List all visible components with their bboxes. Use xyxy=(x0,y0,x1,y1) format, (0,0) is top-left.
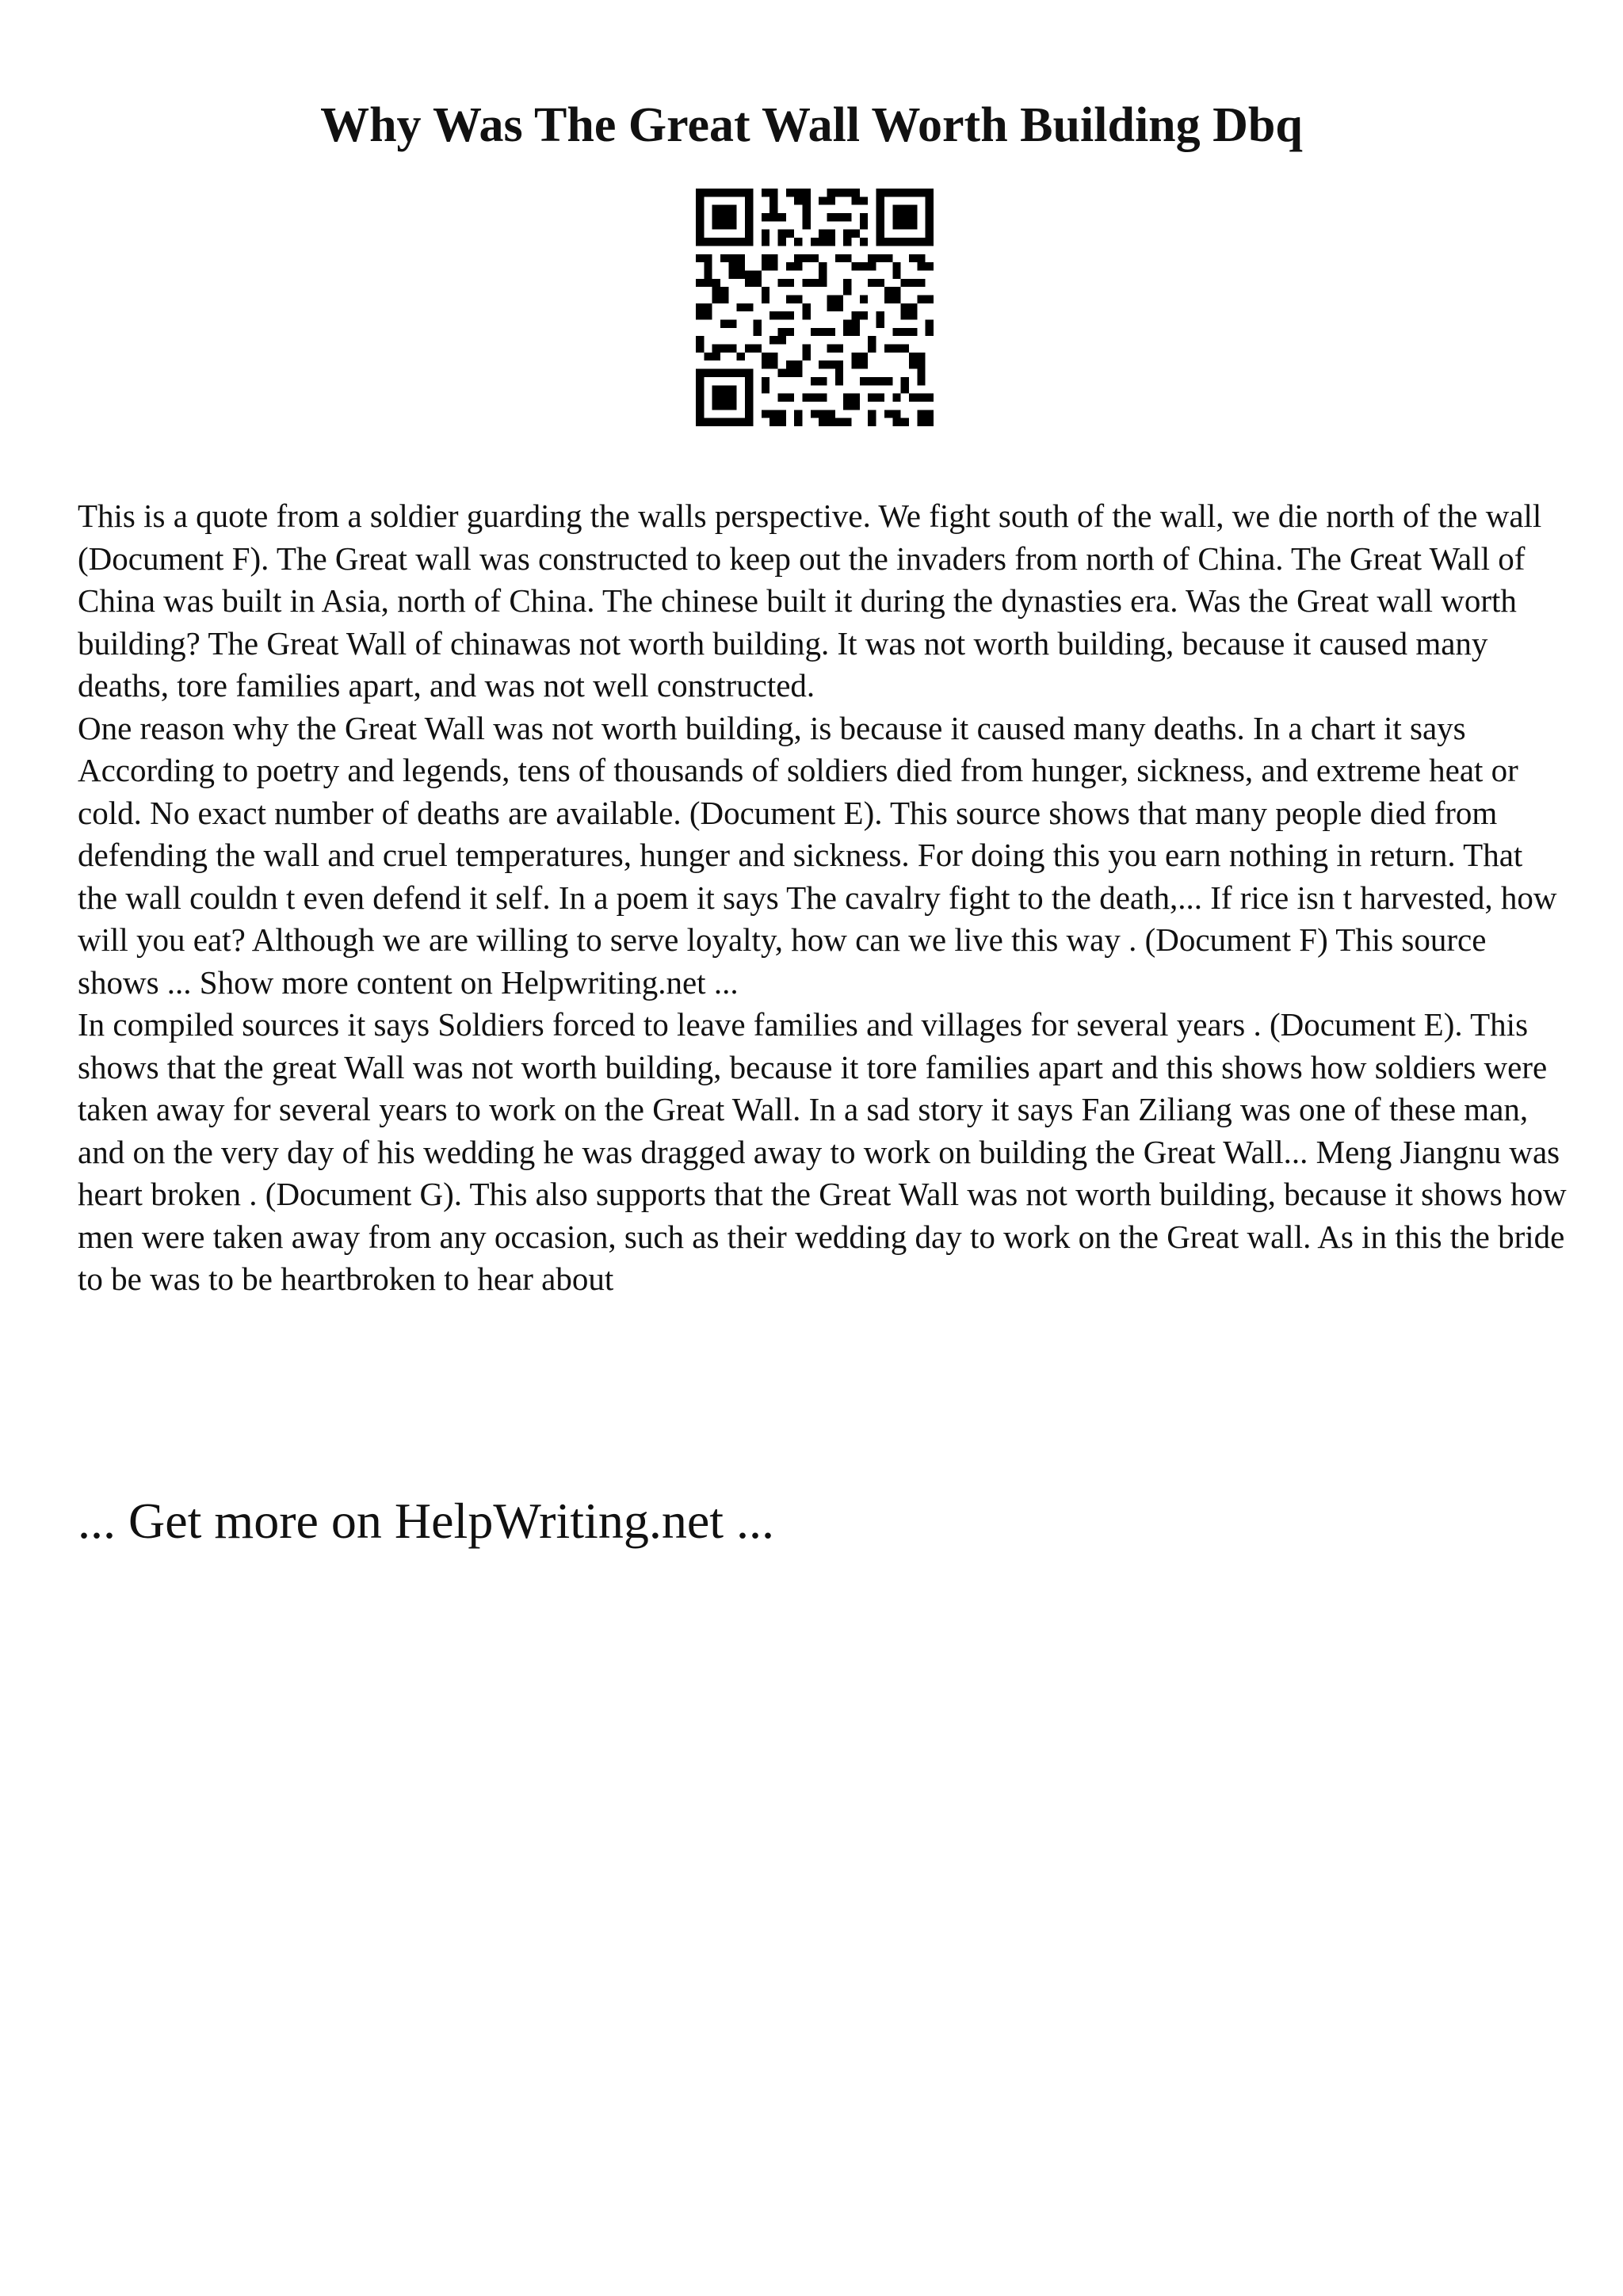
qr-code-icon[interactable] xyxy=(696,189,934,426)
essay-body xyxy=(78,495,1568,1301)
paragraph-3: In compiled sources it says Soldiers forced to leave families and villages for several years . (Document E). This shows that the great Wall was not worth building, because it tore families apart and this shows how soldiers were taken away for several years to work on the Great Wall. In a sad story it says Fan Ziliang was one of these man, and on the very day of his wedding he was dragged away to work on building the Great Wall... Meng Jiangnu was heart broken . (Document G). This also supports that the Great Wall was not worth building, because it shows how men were taken away from any occasion, such as their wedding day to work on the Great wall. As in this the bride to be was to be heartbroken to hear about xyxy=(78,1006,1567,1297)
paragraph-1: This is a quote from a soldier guarding the walls perspective. We fight south of the wall, we die north of the wall (Document F). The Great wall was constructed to keep out the invaders from north of China. The Great Wall of China was built in Asia, north of China. The chinese built it during the dynasties era. Was the Great wall worth building? The Great Wall of chinawas not worth building. It was not worth building, because it caused many deaths, tore families apart, and was not well constructed. xyxy=(78,498,1542,704)
paragraph-2: One reason why the Great Wall was not worth building, is because it caused many deaths. In a chart it says According to poetry and legends, tens of thousands of soldiers died from hunger, sickness, and extreme heat or cold. No exact number of deaths are available. (Document E). This source shows that many people died from defending the wall and cruel temperatures, hunger and sickness. For doing this you earn nothing in return. That the wall couldn t even defend it self. In a poem it says The cavalry fight to the death,... If rice isn t harvested, how will you eat? Although we are willing to serve loyalty, how can we live this way . (Document F) This source shows ... Show more content on Helpwriting.net ... xyxy=(78,709,1557,1001)
get-more-link[interactable]: ... Get more on HelpWriting.net ... xyxy=(78,1493,774,1549)
page-title: Why Was The Great Wall Worth Building Dbq xyxy=(320,98,1303,152)
